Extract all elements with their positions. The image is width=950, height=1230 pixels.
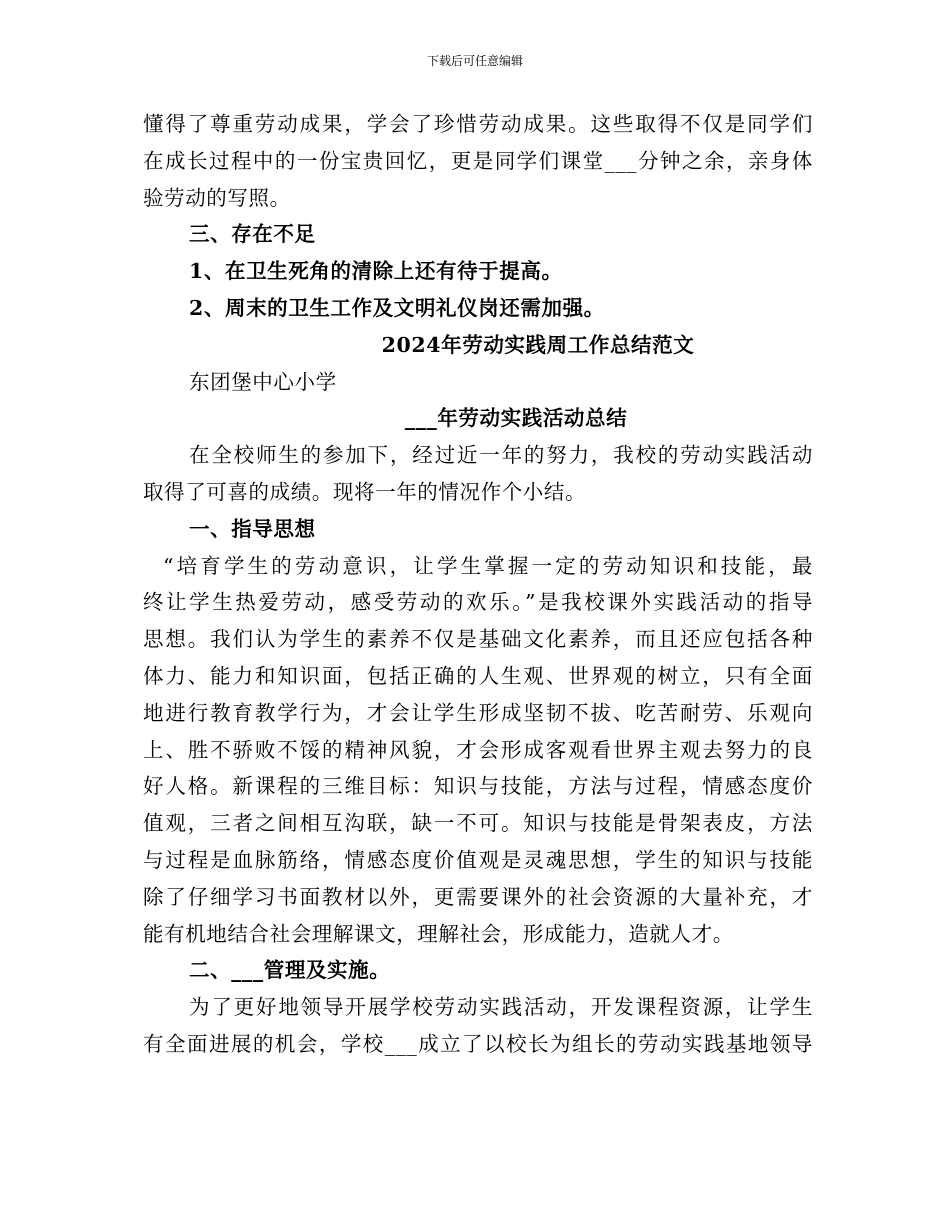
paragraph-line: 终让学生热爱劳动，感受劳动的欢乐。”是我校课外实践活动的指导 (143, 590, 813, 615)
page-header-note: 下载后可任意编辑 (426, 54, 523, 68)
document-title: 2024年劳动实践周工作总结范文 (381, 332, 695, 357)
section-heading-guiding-ideology: 一、指导思想 (189, 516, 316, 541)
paragraph-line: 在全校师生的参加下，经过近一年的努力，我校的劳动实践活动 (189, 443, 813, 468)
list-item: 2、周末的卫生工作及文明礼仪岗还需加强。 (189, 295, 605, 320)
paragraph-line: “培育学生的劳动意识，让学生掌握一定的劳动知识和技能，最 (163, 553, 813, 578)
paragraph-line: 懂得了尊重劳动成果，学会了珍惜劳动成果。这些取得不仅是同学们 (143, 112, 813, 136)
paragraph-line: 上、胜不骄败不馁的精神风貌，才会形成客观看世界主观去努力的良 (143, 737, 813, 762)
paragraph-line: 地进行教育教学行为，才会让学生形成坚韧不拔、吃苦耐劳、乐观向 (143, 700, 813, 725)
list-item: 1、在卫生死角的清除上还有待于提高。 (189, 259, 563, 284)
document-subtitle: ___年劳动实践活动总结 (404, 406, 628, 431)
paragraph-line: 取得了可喜的成绩。现将一年的情况作个小结。 (143, 479, 587, 504)
paragraph-line: 体力、能力和知识面，包括正确的人生观、世界观的树立，只有全面 (143, 663, 813, 688)
paragraph-line: 能有机地结合社会理解课文，理解社会，形成能力，造就人才。 (143, 921, 734, 946)
paragraph-line: 与过程是血脉筋络，情感态度价值观是灵魂思想，学生的知识与技能 (143, 847, 813, 872)
paragraph-line: 为了更好地领导开展学校劳动实践活动，开发课程资源，让学生 (189, 995, 813, 1020)
paragraph-line: 值观，三者之间相互沟联，缺一不可。知识与技能是骨架表皮，方法 (143, 811, 813, 836)
paragraph-line: 好人格。新课程的三维目标：知识与技能，方法与过程，情感态度价 (143, 774, 813, 799)
paragraph-line: 在成长过程中的一份宝贵回忆，更是同学们课堂___分钟之余，亲身体 (143, 148, 813, 173)
school-name: 东团堡中心小学 (189, 369, 337, 394)
section-heading-management: 二、___管理及实施。 (189, 958, 391, 983)
paragraph-line: 有全面进展的机会，学校___成立了以校长为组长的劳动实践基地领导 (143, 1031, 813, 1056)
paragraph-line: 除了仔细学习书面教材以外，更需要课外的社会资源的大量补充，才 (143, 884, 813, 909)
paragraph-line: 思想。我们认为学生的素养不仅是基础文化素养，而且还应包括各种 (143, 627, 813, 652)
paragraph-line: 验劳动的写照。 (143, 185, 291, 210)
document-body (143, 106, 813, 1063)
section-heading-shortcomings: 三、存在不足 (189, 222, 316, 247)
